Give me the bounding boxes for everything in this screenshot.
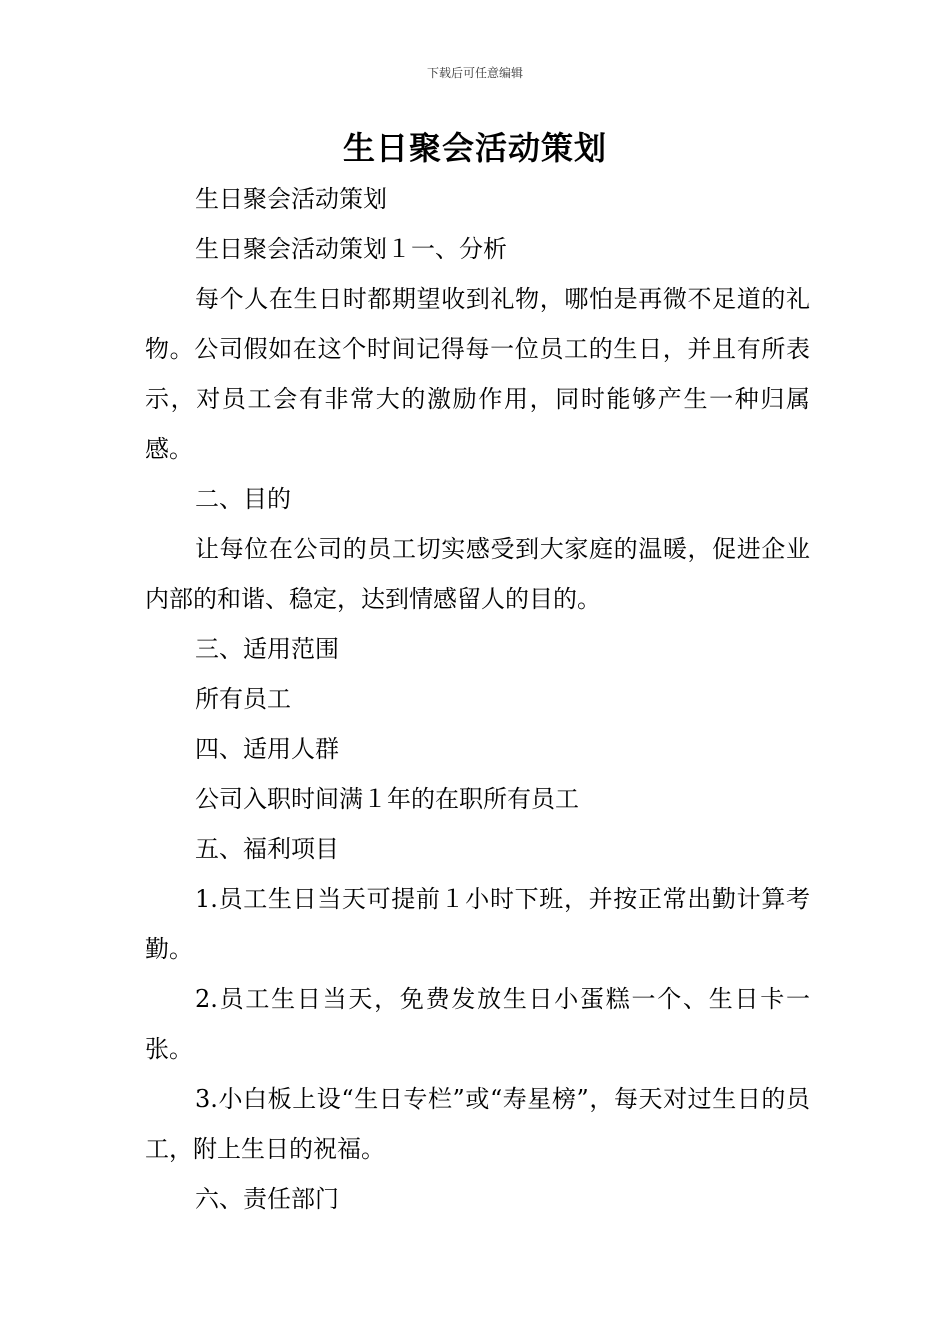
paragraph-benefit-1: 1.员工生日当天可提前１小时下班，并按正常出勤计算考勤。	[145, 885, 810, 963]
paragraph-section-five-heading: 五、福利项目	[195, 835, 339, 863]
paragraph-purpose: 让每位在公司的员工切实感受到大家庭的温暖，促进企业内部的和谐、稳定，达到情感留人的目的。	[145, 535, 810, 613]
paragraph-section-one-heading: 生日聚会活动策划１一、分析	[195, 235, 507, 263]
paragraph-benefit-2: 2.员工生日当天，免费发放生日小蛋糕一个、生日卡一张。	[145, 985, 810, 1063]
document-body	[145, 174, 810, 1224]
paragraph-section-three-heading: 三、适用范围	[195, 635, 339, 663]
paragraph-analysis: 每个人在生日时都期望收到礼物，哪怕是再微不足道的礼物。公司假如在这个时间记得每一位员工的生日，并且有所表示，对员工会有非常大的激励作用，同时能够产生一种归属感。	[145, 285, 810, 463]
document-title: 生日聚会活动策划	[342, 129, 607, 167]
paragraph-subtitle: 生日聚会活动策划	[195, 185, 387, 213]
header-note: 下载后可任意编辑	[426, 66, 523, 80]
paragraph-scope: 所有员工	[195, 685, 291, 713]
paragraph-section-four-heading: 四、适用人群	[195, 735, 339, 763]
paragraph-section-two-heading: 二、目的	[195, 485, 291, 513]
paragraph-section-six-heading: 六、责任部门	[195, 1185, 339, 1213]
paragraph-target-group: 公司入职时间满１年的在职所有员工	[195, 785, 579, 813]
paragraph-benefit-3: 3.小白板上设“生日专栏”或“寿星榜”，每天对过生日的员工，附上生日的祝福。	[145, 1085, 810, 1163]
